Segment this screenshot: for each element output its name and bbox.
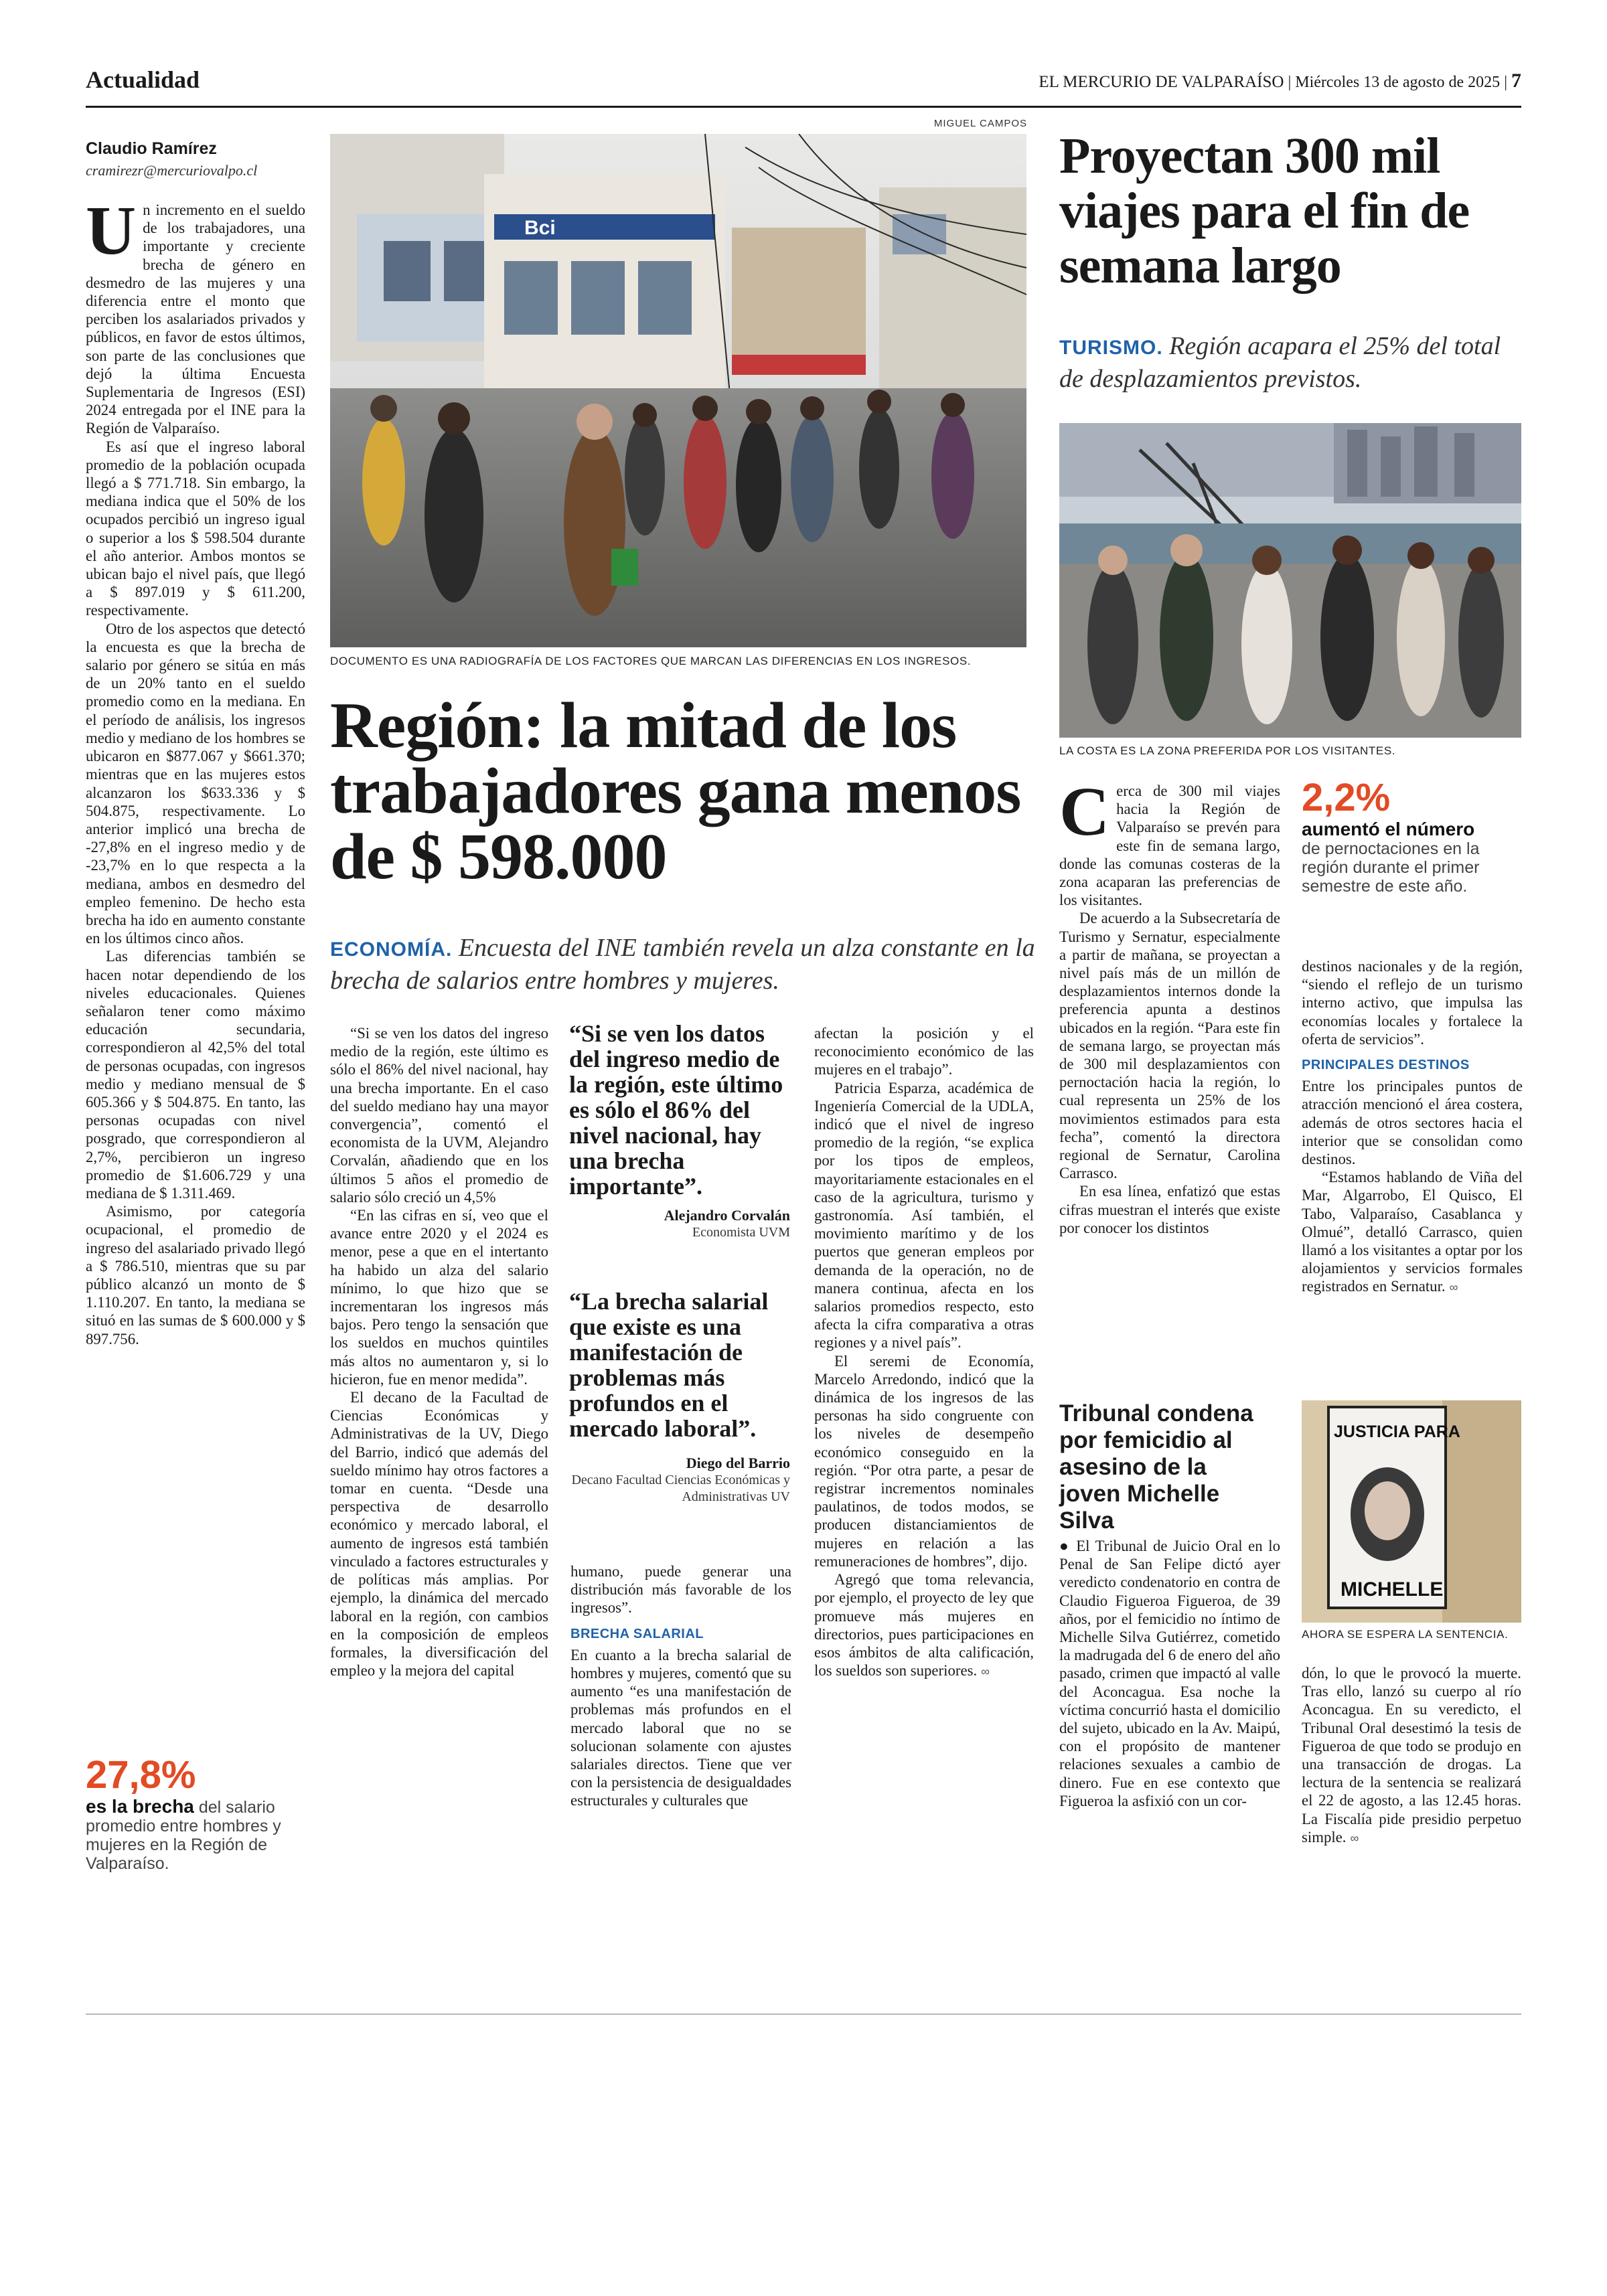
stat-label-bold: aumentó el número (1302, 819, 1475, 839)
paragraph: erca de 300 mil viajes hacia la Región de Valparaíso se prevén para este fin de semana largo, donde las comunas costeras de la zona acaparan las preferencias de los visitantes. (1059, 783, 1280, 909)
issue-date: Miércoles 13 de agosto de 2025 (1295, 74, 1501, 91)
header-rule (86, 106, 1521, 108)
court-column-2 (1302, 1664, 1521, 1918)
paragraph (1302, 1664, 1521, 1848)
footer-rule (86, 2014, 1521, 2015)
kicker-text: Región acapara el 25% del total de desplazamientos previstos. (1059, 332, 1501, 393)
stat-label-bold: es la brecha (86, 1796, 194, 1817)
main-article-column-2 (330, 1024, 548, 1901)
stat-value: 27,8% (86, 1753, 196, 1797)
court-photo (1302, 1400, 1521, 1623)
paragraph: El decano de la Facultad de Ciencias Económicas y Administrativas de la UV, Diego del Barrio, indicó que además del sueldo mínimo hay otros factores a tomar en cuenta. “Desde una perspectiva de desarrollo económico y mercado laboral, el aumento de ingresos está también vinculado a factores estructurales y de políticas más amplias. Por ejemplo, la dinámica del mercado laboral en la región, con cambios en la composición de empleos formales, la diversificación del empleo y la mejora del capital (330, 1389, 548, 1679)
pull-quote-2 (569, 1289, 790, 1505)
pull-quote-text: “La brecha salarial que existe es una manifestación de problemas más profundos en el mercado laboral”. (569, 1288, 769, 1442)
kicker-label: TURISMO. (1059, 337, 1163, 359)
paragraph: Es así que el ingreso laboral promedio de la población ocupada llegó a $ 771.718. Sin embargo, la mediana indica que el 50% de los ocupados percibió un ingreso igual o superior a los $ 598.504 durante el año anterior. Ambos montos se ubican bajo el nivel país, que llegó a $ 897.019 y $ 611.200, respectivamente. (86, 438, 305, 619)
stat-box (1302, 775, 1523, 896)
paragraph: “En las cifras en sí, veo que el avance entre 2020 y el 2024 es menor, pese a que en el intertanto ha habido un alza del salario mínimo, lo que hizo que se incrementaran los ingresos más bajos. Pero tengo la sensación que los sueldos en muchos quintiles más altos no aumentaron y, si lo hicieron, fue en menor medida”. (330, 1207, 548, 1388)
paragraph: Las diferencias también se hacen notar dependiendo de los niveles educacionales. Quienes señalaron tener como máximo educación secundaria, correspondieron al 42,5% del total de personas ocupadas, con ingresos medio y mediano mensual de $ 605.366 y $ 504.875. En tanto, las personas ocupadas con nivel posgrado, que correspondieron al 2,7%, percibieron un ingreso promedio de $1.606.729 y una mediana de $ 1.311.469. (86, 948, 305, 1202)
end-mark-icon: ∞ (1449, 1281, 1458, 1295)
main-photo-caption: DOCUMENTO ES UNA RADIOGRAFÍA DE LOS FACTORES QUE MARCAN LAS DIFERENCIAS EN LOS INGRESOS. (330, 655, 972, 667)
paragraph: afectan la posición y el reconocimiento económico de las mujeres en el trabajo”. (814, 1025, 1034, 1078)
paragraph (1059, 1537, 1280, 1810)
paragraph-text: dón, lo que le provocó la muerte. Tras ello, lanzó su cuerpo al río Aconcagua. En su veredicto, el Tribunal Oral desestimó la tesis de Figueroa de que todo se produjo en una transacción de drogas. La lectura de la sentencia se realizará el 22 de agosto, a las 12.45 horas. La Fiscalía pide presidio perpetuo simple. (1302, 1665, 1521, 1846)
tourism-column-2 (1302, 957, 1523, 1366)
paragraph (814, 1570, 1034, 1681)
paragraph: De acuerdo a la Subsecretaría de Turismo y Sernatur, especialmente a partir de mañana, se proyectan a nivel país más de un millón de desplazamientos internos donde la preferencia apunta a destinos ubicados en la región. “Para este fin de semana largo, se proyectan más de 300 mil desplazamientos con pernoctación hacia la región, lo cual representa un 25% de los movimientos estimados para esta fecha”, comentó la directora regional de Sernatur, Carolina Carrasco. (1059, 910, 1280, 1182)
sign-top-text: JUSTICIA PARA (1334, 1422, 1460, 1441)
stat-label (86, 1797, 307, 1873)
main-headline: Región: la mitad de los trabajadores gana menos de $ 598.000 (330, 689, 1021, 893)
main-article-column-4 (814, 1024, 1034, 1908)
stat-label-text: del salario promedio entre hombres y mujeres en la Región de Valparaíso. (86, 1798, 281, 1873)
paragraph: Entre los principales puntos de atracción mencionó el área costera, además de otros sectores hacia el interior que se consolidan como destinos. (1302, 1078, 1523, 1168)
tourism-photo-caption: LA COSTA ES LA ZONA PREFERIDA POR LOS VISITANTES. (1059, 744, 1396, 757)
paragraph-text: Agregó que toma relevancia, por ejemplo, el proyecto de ley que promueve más mujeres en directorios, pues participaciones en esos ámbitos de alta calificación, los sueldos son superiores. (814, 1571, 1034, 1679)
stat-label-text: de pernoctaciones en la región durante el primer semestre de este año. (1302, 839, 1480, 896)
paragraph: n incremento en el sueldo de los trabajadores, una importante y creciente brecha de género en desmedro de las mujeres y una diferencia entre el monto que perciben los asalariados privados y públicos, en favor de estos últimos, son parte de las conclusiones que dejó la última Encuesta Suplementaria de Ingresos (ESI) 2024 entregada por el INE para la Región de Valparaíso. (86, 201, 305, 437)
dropcap: C (1059, 773, 1110, 850)
main-article-column-3 (570, 1562, 791, 1910)
paragraph: destinos nacionales y de la región, “siendo el reflejo de un turismo interno activo, que impulsa las economías locales y fortalece la oferta de servicios”. (1302, 958, 1523, 1048)
paragraph (1302, 1168, 1523, 1297)
sign-bottom-text: MICHELLE (1341, 1578, 1444, 1601)
paragraph: En cuanto a la brecha salarial de hombres y mujeres, comentó que su aumento “es una manifestación de problemas más profundos en el mercado laboral que no se solucionan solamente con ajustes salariales directos. Tiene que ver con la persistencia de desigualdades estructurales y culturales que (570, 1646, 791, 1809)
tourism-headline: Proyectan 300 mil viajes para el fin de semana largo (1059, 128, 1470, 294)
paragraph: El seremi de Economía, Marcelo Arredondo, indicó que la dinámica de los ingresos de las personas ha sido congruente con los niveles de desempeño económico conseguido en la región. “Por otra parte, a pesar de registrar incrementos nominales paulatinos, de todos modos, se producen distanciamientos de mujeres en relación a las remuneraciones de hombres”, dijo. (814, 1352, 1034, 1570)
subheading: BRECHA SALARIAL (570, 1626, 704, 1641)
bank-sign: Bci (524, 217, 556, 239)
stat-value: 2,2% (1302, 776, 1391, 819)
author-email: cramirezr@mercuriovalpo.cl (86, 162, 258, 179)
main-photo (330, 134, 1026, 647)
masthead-info (1039, 70, 1521, 92)
paragraph: Patricia Esparza, académica de Ingeniería Comercial de la UDLA, indicó que el nivel de ingreso promedio de la región, “se explica por los tipos de empleos, mayoritariamente estacionales en el caso de la agricultura, turismo y gastronomía. Así también, el movimiento marítimo y de los puertos que generan empleos por demanda de la operación, no de manera continua, afecta en los salarios promedios respecto, esto afecta la cifra comparativa a otras regiones y a nivel país”. (814, 1079, 1034, 1351)
paragraph: “Si se ven los datos del ingreso medio de la región, este último es sólo el 86% del nivel nacional, hay una brecha importante. En el caso del sueldo mediano hay una mayor convergencia”, comentó el economista de la UVM, Alejandro Corvalán, añadiendo que en los últimos 5 años el promedio de salario sólo creció un 4,5% (330, 1025, 548, 1206)
separator: | (1288, 74, 1296, 91)
pull-quote-1 (569, 1021, 790, 1241)
stat-label (1302, 820, 1523, 896)
pull-quote-author: Alejandro Corvalán (664, 1207, 790, 1224)
page-number: 7 (1511, 70, 1521, 92)
main-kicker (330, 932, 1040, 996)
pull-quote-author: Diego del Barrio (686, 1455, 790, 1471)
photo-credit: MIGUEL CAMPOS (933, 118, 1027, 129)
paragraph: Asimismo, por categoría ocupacional, el promedio de ingreso del asalariado privado llegó a $ 786.510, mientras que su par público alcanzó un monto de $ 1.110.207. En tanto, la mediana se situó en las sumas de $ 600.000 y $ 897.756. (86, 1203, 305, 1347)
tourism-column-1 (1059, 773, 1280, 1364)
author-name: Claudio Ramírez (86, 139, 217, 158)
paragraph-text: “Estamos hablando de Viña del Mar, Algarrobo, El Quisco, El Tabo, Valparaíso, Casablanca y Olmué”, detalló Carrasco, quien llamó a los visitantes a optar por los alojamientos y servicios formales registrados en Sernatur. (1302, 1169, 1523, 1295)
court-headline: Tribunal condena por femicidio al asesino de la joven Michelle Silva (1059, 1400, 1253, 1534)
kicker-label: ECONOMÍA. (330, 938, 453, 961)
pull-quote-role: Economista UVM (692, 1225, 790, 1240)
paragraph: Otro de los aspectos que detectó la encuesta es que la brecha de salario por género se sitúa en más de un 20% tanto en el sueldo promedio como en la mediana. En el período de análisis, los ingresos medio y mediano de los hombres se ubicaron en $877.067 y $661.370; mientras que en las mujeres estos alcanzaron los $633.336 y $ 504.875, respectivamente. Lo anterior implicó una brecha de -27,8% en el ingreso medio y de -23,7% en lo que respecta a la mediana, ambos en desmedro del empleo femenino. De hecho esta brecha ha ido en aumento constante en los últimos cinco años. (86, 620, 305, 947)
end-mark-icon: ∞ (1350, 1831, 1359, 1845)
paragraph: En esa línea, enfatizó que estas cifras muestran el interés que existe por conocer los distintos (1059, 1183, 1280, 1236)
pull-quote-role: Decano Facultad Ciencias Económicas y Administrativas UV (571, 1473, 790, 1504)
kicker-text: Encuesta del INE también revela un alza constante en la brecha de salarios entre hombres y mujeres. (330, 934, 1035, 995)
dropcap: U (86, 192, 137, 269)
separator: | (1504, 74, 1511, 91)
court-photo-caption: AHORA SE ESPERA LA SENTENCIA. (1302, 1628, 1509, 1641)
bullet-icon: ● (1059, 1538, 1077, 1554)
paragraph-text: El Tribunal de Juicio Oral en lo Penal de San Felipe dictó ayer veredicto condenatorio en contra de Claudio Figueroa Figueroa, de 39 años, por el femicidio no íntimo de Michelle Silva Gutiérrez, cometido la madrugada del 6 de enero del año pasado, crimen que impactó al valle del Aconcagua. Esa noche la víctima concurrió hasta el domicilio del sujeto, ubicado en la Av. Maipú, con el propósito de mantener relaciones sexuales a cambio de dinero. Fue en ese contexto que Figueroa la asfixió con un cor- (1059, 1538, 1280, 1809)
subheading: PRINCIPALES DESTINOS (1302, 1058, 1470, 1073)
section-title: Actualidad (86, 66, 200, 93)
end-mark-icon: ∞ (981, 1665, 990, 1679)
pull-quote-text: “Si se ven los datos del ingreso medio de la región, este último es sólo el 86% del nivel nacional, hay una brecha importante”. (569, 1020, 783, 1200)
publication-name: EL MERCURIO DE VALPARAÍSO (1039, 73, 1284, 91)
stat-box (86, 1752, 307, 1873)
tourism-photo (1059, 423, 1521, 738)
main-article-column-1 (86, 192, 305, 1734)
paragraph: humano, puede generar una distribución más favorable de los ingresos”. (570, 1563, 791, 1617)
tourism-kicker (1059, 331, 1521, 394)
court-column-1 (1059, 1537, 1280, 1912)
